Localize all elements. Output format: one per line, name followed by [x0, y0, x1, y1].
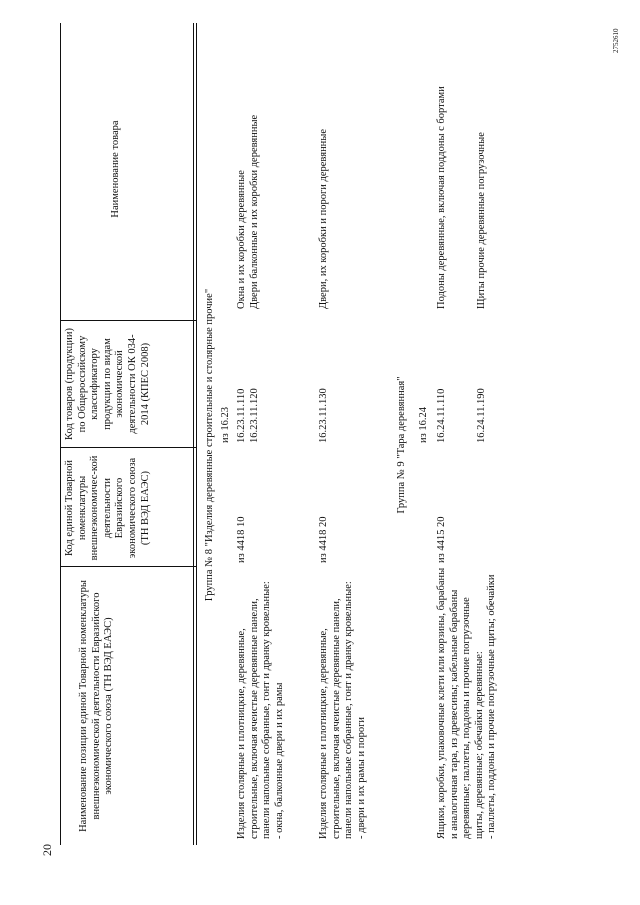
table-header-bottom-line [193, 23, 194, 845]
table-top-line [60, 23, 61, 845]
table-row-okpd: 16.24.11.190 [476, 388, 487, 443]
table-header-bottom-line-2 [196, 23, 197, 845]
header-tnved-description: Наименование позиции единой Товарной номенклатуры внешнеэкономической деятельности Евразийского экономического союза (ТН ВЭД ЕАЭС) [78, 580, 115, 832]
col-divider-3 [60, 320, 196, 321]
col-divider-1 [60, 566, 196, 567]
col-divider-2 [60, 447, 196, 448]
group-8-okpd-header: из 16.23 [220, 406, 231, 443]
table-row-tnved: из 4418 10 [236, 516, 247, 563]
table-row-name: Окна и их коробки деревянные [236, 170, 247, 309]
header-product-name: Наименование товара [110, 120, 121, 218]
group-8-title: Группа № 8 "Изделия деревянные строительные и столярные прочие" [204, 288, 215, 602]
table-row-name: Двери балконные и их коробки деревянные [249, 114, 260, 309]
table-row-okpd: 16.23.11.120 [249, 388, 260, 443]
table-row-okpd: 16.24.11.110 [436, 388, 447, 443]
header-okpd2-code: Код товаров (продукции) по Общероссийскому классификатору продукции по видам экономической деятельности ОК 034-2014 (КПЕС 2008) [64, 327, 151, 441]
group-9-okpd-header: из 16.24 [418, 406, 429, 443]
table-row-name: Двери, их коробки и пороги деревянные [318, 128, 329, 309]
page-number: 20 [40, 844, 54, 856]
table-row-okpd: 16.23.11.130 [318, 388, 329, 443]
doc-code: 2752610 [612, 28, 620, 53]
group-9-title: Группа № 9 "Тара деревянная" [396, 376, 407, 514]
header-tnved-code: Код единой Товарной номенклатуры внешнеэкономичес-кой деятельности Евразийского экономического союза (ТН ВЭД ЕАЭС) [64, 455, 151, 561]
table-row-tnved: из 4415 20 [436, 516, 447, 563]
table-row-name: Щиты прочие деревянные погрузочные [476, 132, 487, 309]
table-row-name: Подоны деревянные, включая поддоны с бортами [436, 86, 447, 309]
table-row-desc: Изделия столярные и плотницкие, деревянные, строительные, включая ячеистые деревянные панели, панели напольные собранные, гонт и дранку кровельные: - двери и их рамы и пороги [318, 581, 367, 839]
table-row-okpd: 16.23.11.110 [236, 388, 247, 443]
table-row-desc: Изделия столярные и плотницкие, деревянные, строительные, включая ячеистые деревянные панели, панели напольные собранные, гонт и дранку кровельные: - окна, балконные двери и их рамы [236, 581, 285, 839]
table-row-tnved: из 4418 20 [318, 516, 329, 563]
table-row-desc: Ящики, коробки, упаковочные клети или корзины, барабаны и аналогичная тара, из древесины; кабельные барабаны деревянные; паллеты, поддоны и прочие погрузочные щиты, деревянные; обечайки деревянные: - паллеты, поддоны и прочие погрузочные щиты; обечайки [436, 567, 498, 839]
